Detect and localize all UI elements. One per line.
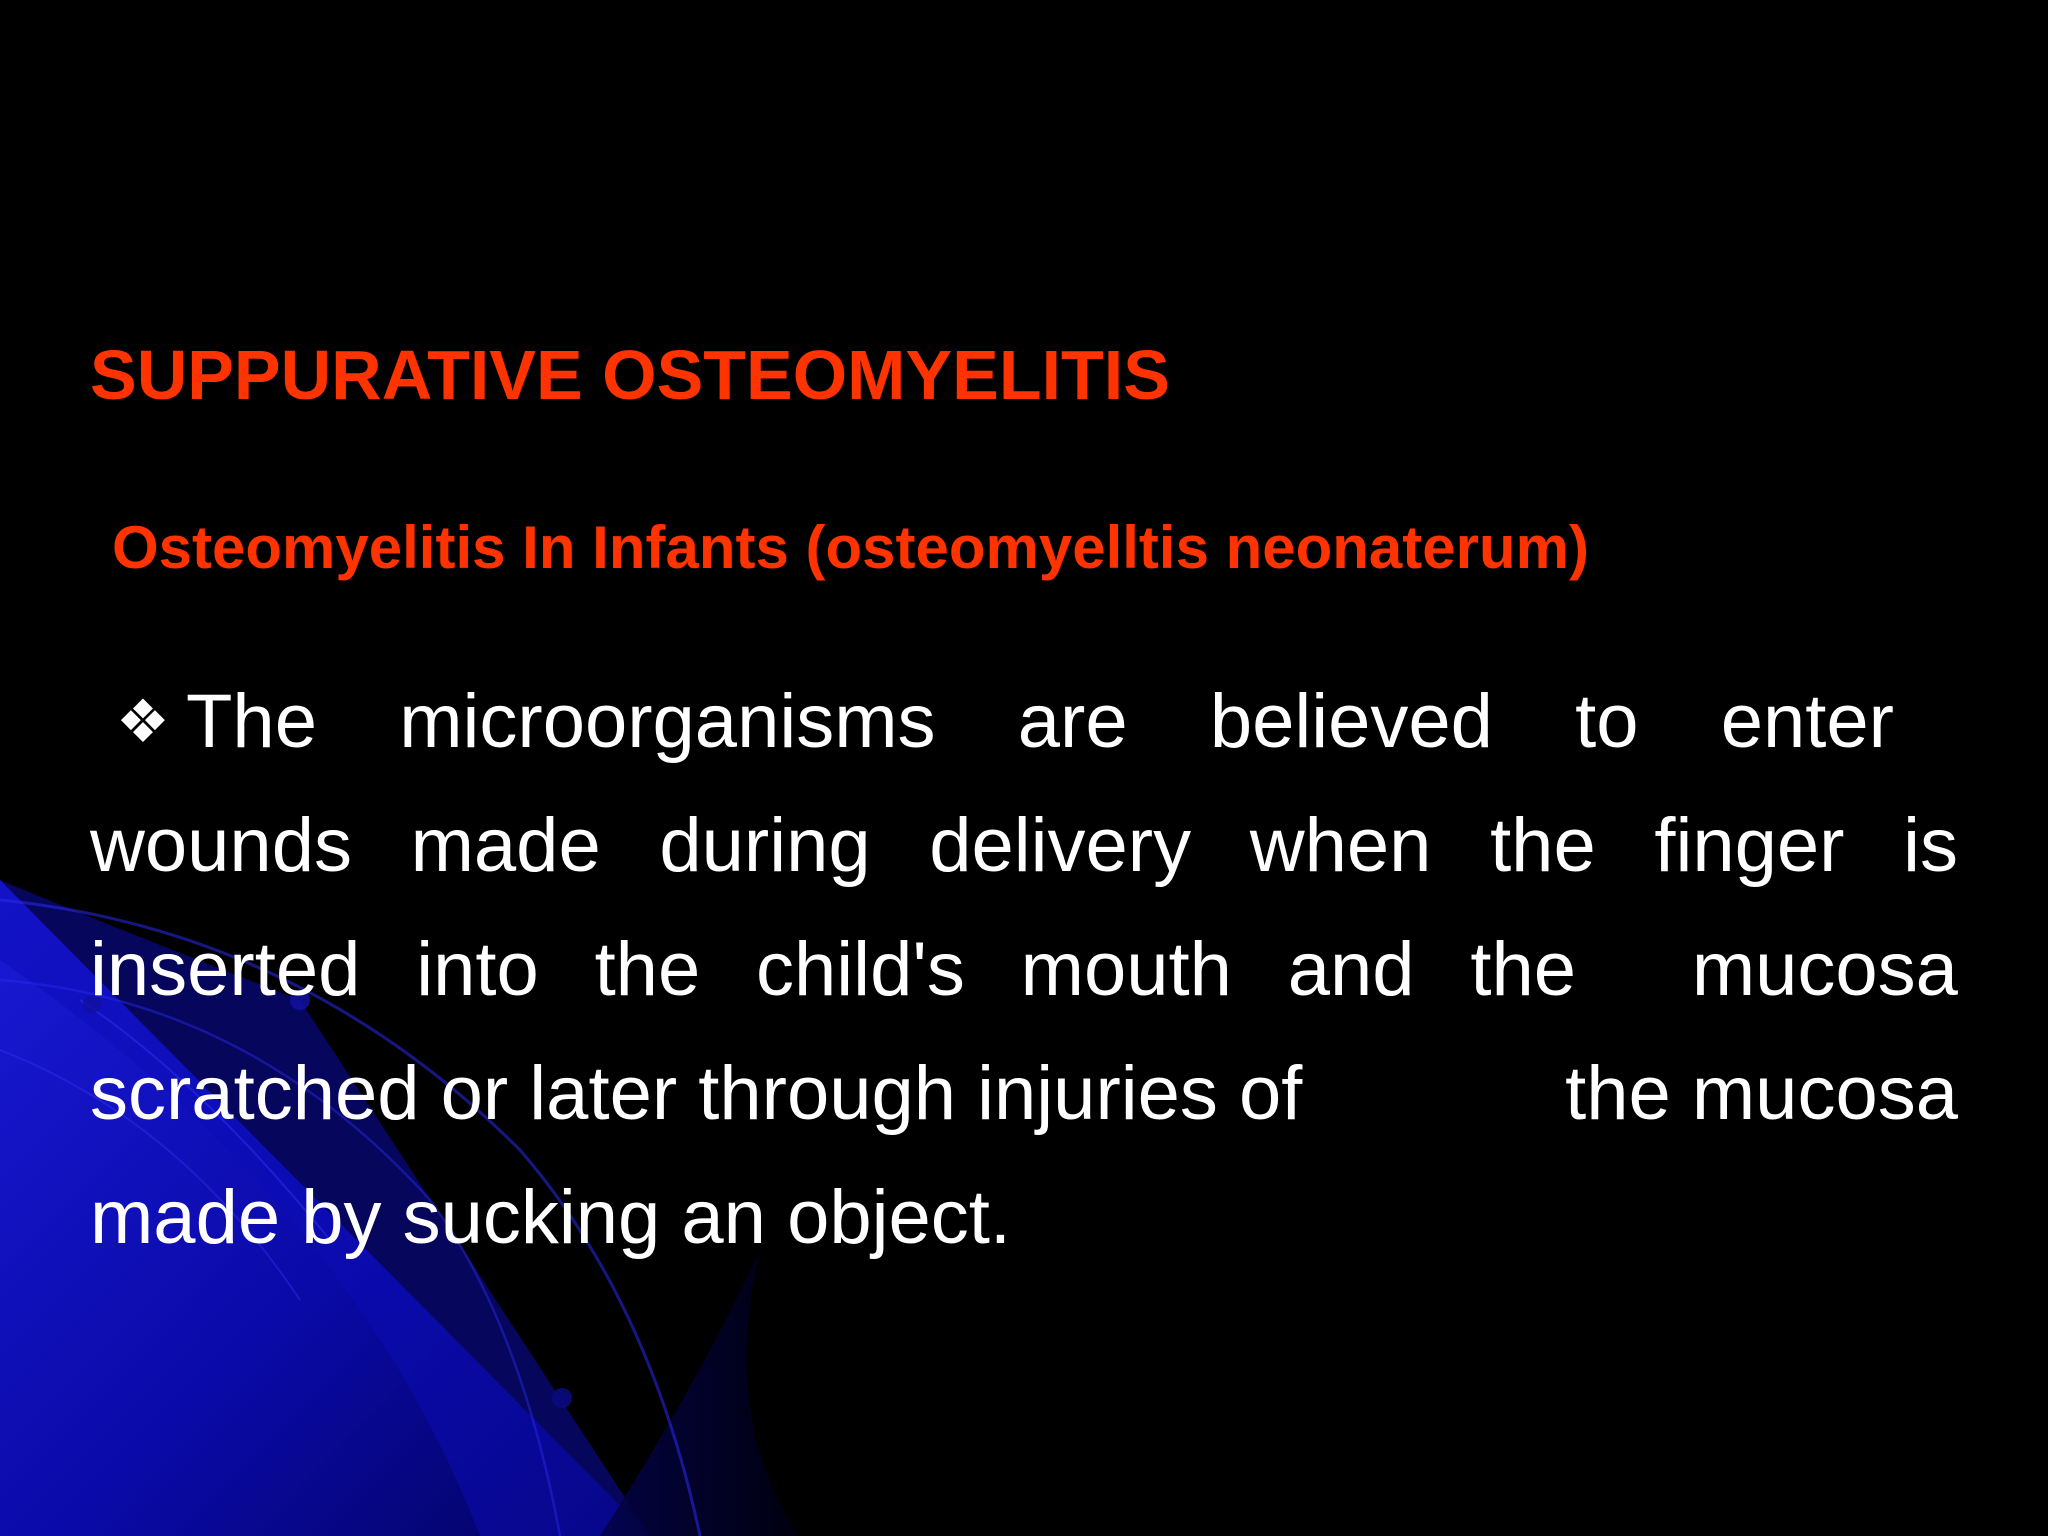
slide-title: SUPPURATIVE OSTEOMYELITIS [90, 336, 1170, 414]
word: delivery [929, 803, 1192, 888]
word: the [1470, 927, 1576, 1012]
word: are [1017, 679, 1128, 764]
word: to [1575, 679, 1639, 764]
word: the [594, 927, 701, 1012]
body-paragraph [90, 660, 1958, 1280]
bullet-group [116, 660, 317, 784]
four-diamond-bullet-icon: ❖ [116, 688, 170, 755]
body-line-4 [90, 1032, 1958, 1156]
body-line-3 [90, 908, 1958, 1032]
body-line-1 [90, 660, 1958, 784]
word: believed [1209, 679, 1493, 764]
word: mucosa [1691, 927, 1958, 1012]
word: enter [1720, 679, 1894, 764]
word: child's [756, 927, 965, 1012]
word: the [1490, 803, 1596, 888]
slide-subtitle: Osteomyelitis In Infants (osteomyelltis neonaterum) [112, 514, 1589, 581]
word: microorganisms [399, 679, 936, 764]
body-line-5 [90, 1156, 1958, 1280]
word: is [1903, 803, 1958, 888]
text-segment: scratched or later through injuries of [90, 1051, 1303, 1136]
word: and [1287, 927, 1415, 1012]
word: when [1249, 803, 1432, 888]
word: finger [1654, 803, 1845, 888]
word: made [410, 803, 601, 888]
text-segment: the mucosa [1565, 1051, 1958, 1136]
body-line-2 [90, 784, 1958, 908]
word: mouth [1020, 927, 1232, 1012]
text-segment: made by sucking an object. [90, 1175, 1011, 1260]
word: into [416, 927, 539, 1012]
word: wounds [90, 803, 352, 888]
word: The [186, 679, 317, 764]
word: during [659, 803, 871, 888]
word: inserted [90, 927, 361, 1012]
